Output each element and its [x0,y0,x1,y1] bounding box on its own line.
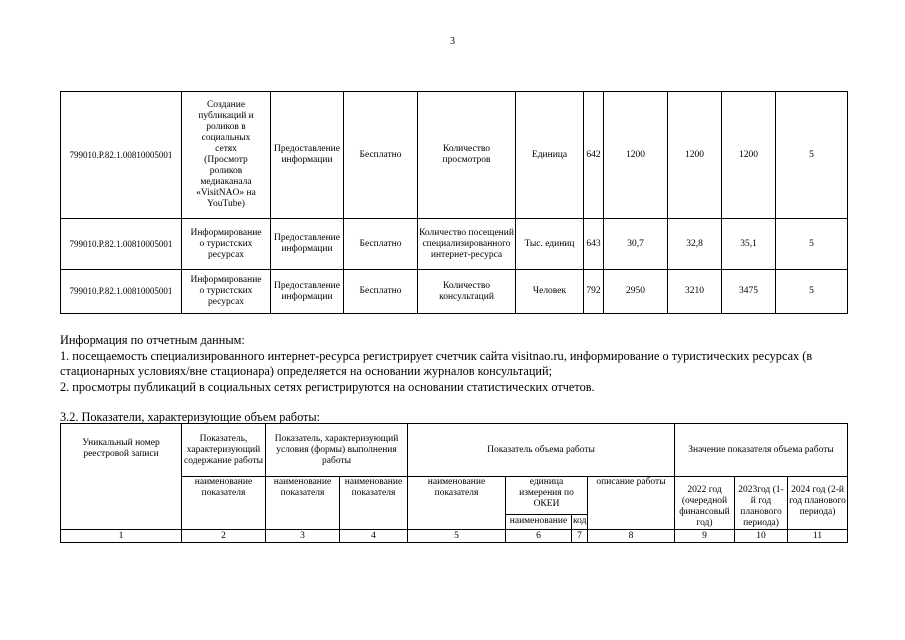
header-year-2022: 2022 год (очередной финансовый год) [675,477,735,530]
header-year-2024: 2024 год (2-й год планового периода) [788,477,848,530]
section-title: 3.2. Показатели, характеризующие объем работы: [60,410,321,424]
header-unit: единица измерения по ОКЕИ [506,477,588,515]
value-2022-cell: 2950 [604,270,668,314]
condition-cell: Предоставление информации [271,219,344,270]
form-cell: Бесплатно [344,270,418,314]
header-unit-name: наименование [506,514,572,529]
header-name: наименование показателя [408,477,506,530]
unit-cell: Единица [516,92,584,219]
indicator-cell: Количество консультаций [418,270,516,314]
header-name: наименование показателя [340,477,408,530]
volume-indicators-table [60,423,848,543]
form-cell: Бесплатно [344,219,418,270]
header-unit-code: код [572,514,588,529]
column-number: 6 [506,530,572,543]
quality-indicators-table [60,91,848,314]
value-2024-cell: 3475 [722,270,776,314]
deviation-cell: 5 [776,92,848,219]
column-number: 11 [788,530,848,543]
table-row [61,92,848,219]
header-volume: Показатель объема работы [408,424,675,477]
deviation-cell: 5 [776,270,848,314]
deviation-cell: 5 [776,219,848,270]
reporting-info [60,333,855,395]
column-number: 3 [266,530,340,543]
table-row [61,270,848,314]
value-2022-cell: 1200 [604,92,668,219]
registry-cell: 799010.Р.82.1.00810005001 [61,270,182,314]
header-description: описание работы [588,477,675,530]
value-2023-cell: 3210 [668,270,722,314]
registry-cell: 799010.Р.82.1.00810005001 [61,92,182,219]
content-cell: Информирование о туристских ресурсах [182,219,271,270]
column-number: 4 [340,530,408,543]
indicator-cell: Количество посещений специализированного интернет-ресурса [418,219,516,270]
column-numbers-row [61,530,848,543]
condition-cell: Предоставление информации [271,270,344,314]
content-cell: Создание публикаций и роликов в социальных сетях (Просмотр роликов медиаканала «VisitNAO» на YouTube) [182,92,271,219]
header-name: наименование показателя [266,477,340,530]
value-2024-cell: 1200 [722,92,776,219]
table-row [61,219,848,270]
value-2023-cell: 1200 [668,92,722,219]
column-number: 5 [408,530,506,543]
code-cell: 643 [584,219,604,270]
column-number: 1 [61,530,182,543]
page-number: 3 [450,36,455,47]
value-2022-cell: 30,7 [604,219,668,270]
condition-cell: Предоставление информации [271,92,344,219]
content-cell: Информирование о туристских ресурсах [182,270,271,314]
header-name: наименование показателя [182,477,266,530]
value-2024-cell: 35,1 [722,219,776,270]
column-number: 7 [572,530,588,543]
value-2023-cell: 32,8 [668,219,722,270]
column-number: 9 [675,530,735,543]
header-row [61,424,848,477]
info-line-2: 2. просмотры публикаций в социальных сетях регистрируются на основании статистических отчетов. [60,379,595,394]
header-year-2023: 2023год (1-й год планового периода) [735,477,788,530]
unit-cell: Тыс. единиц [516,219,584,270]
code-cell: 792 [584,270,604,314]
indicator-cell: Количество просмотров [418,92,516,219]
column-number: 2 [182,530,266,543]
header-registry: Уникальный номер реестровой записи [61,424,182,530]
header-value: Значение показателя объема работы [675,424,848,477]
unit-cell: Человек [516,270,584,314]
header-content-indicator: Показатель, характеризующий содержание работы [182,424,266,477]
info-heading: Информация по отчетным данным: [60,333,245,347]
code-cell: 642 [584,92,604,219]
info-line-1: 1. посещаемость специализированного интернет-ресурса регистрирует счетчик сайта visitnao.ru, информирование о туристических ресурсах (в стационарных условиях/вне стационара) определяется на основании журналов консультаций; [60,348,813,379]
header-conditions: Показатель, характеризующий условия (формы) выполнения работы [266,424,408,477]
form-cell: Бесплатно [344,92,418,219]
column-number: 8 [588,530,675,543]
registry-cell: 799010.Р.82.1.00810005001 [61,219,182,270]
column-number: 10 [735,530,788,543]
